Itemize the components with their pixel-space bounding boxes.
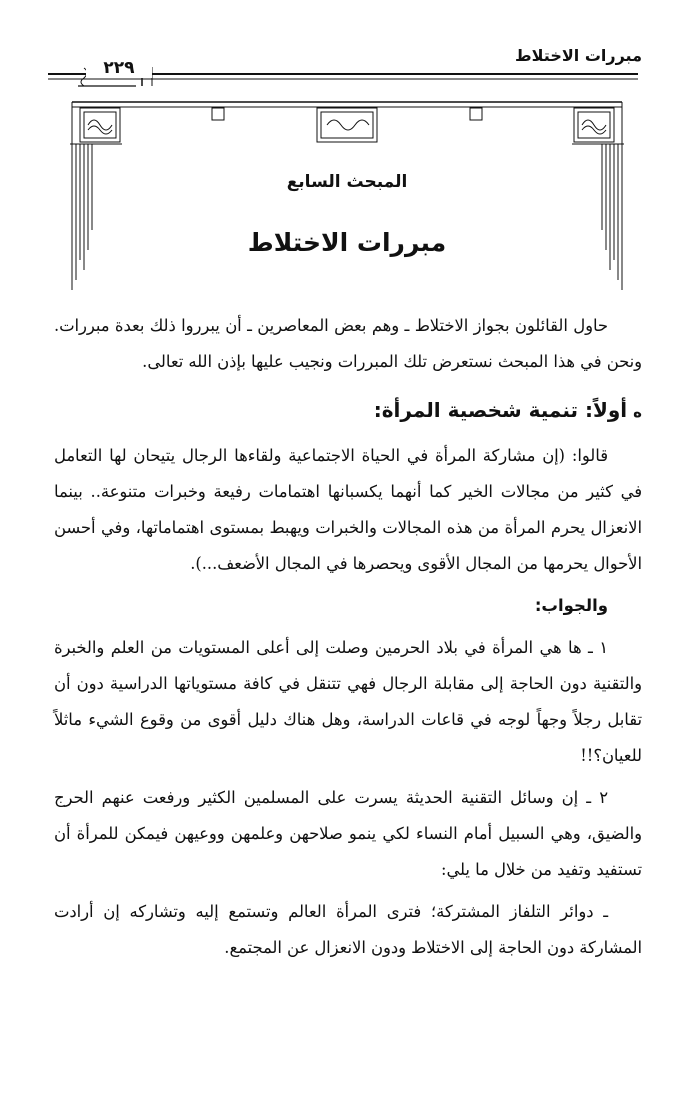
answer-heading: والجواب: — [534, 596, 608, 615]
chapter-ornament-frame — [62, 100, 632, 300]
answer-point-1: ١ ـ ها هي المرأة في بلاد الحرمين وصلت إلى أعلى المستويات من العلم والخبرة والتقنية دون الحاجة إلى مقابلة الرجال فهي تتنقل في كافة مستوياتها الدراسية دون أن تقابل رجلاً وجهاً لوجه في قاعات الدراسة، وهل هناك دليل أقوى من وقوع الشيء ماثلاً للعيان؟!! — [54, 638, 642, 765]
body-text — [54, 308, 642, 966]
running-header-title: مبررات الاختلاط — [515, 46, 642, 65]
claim-paragraph: قالوا: (إن مشاركة المرأة في الحياة الاجتماعية ولقاءها الرجال يتيحان لها التعامل في كثير من مجالات الخير كما أنهما يكسبانها اهتمامات رفيعة وخبرات متنوعة.. بينما الانعزال يحرم المرأة من هذه المجالات والخبرات ويهبط بمستوى اهتماماتها، وفي أحسن الأحوال يحرمها من المجال الأقوى ويحصرها في المجال الأضعف...). — [54, 446, 642, 573]
answer-point-2: ٢ ـ إن وسائل التقنية الحديثة يسرت على المسلمين الكثير ورفعت عنهم الحرج والضيق، وهي السبيل أمام النساء لكي ينمو صلاحهن وعلمهن ووعيهن فيمكن للمرأة أن تستفيد وتفيد من خلال ما يلي: — [54, 788, 642, 879]
page-number: ٢٢٩ — [86, 58, 152, 78]
chapter-number: المبحث السابع — [286, 172, 408, 192]
chapter-title: مبررات الاختلاط — [247, 228, 447, 257]
section-heading — [54, 390, 642, 432]
section-marker: ە — [633, 403, 642, 421]
intro-paragraph: حاول القائلون بجواز الاختلاط ـ وهم بعض المعاصرين ـ أن يبرروا ذلك بعدة مبررات. ونحن في هذا المبحث نستعرض تلك المبررات ونجيب عليها بإذن الله تعالى. — [54, 316, 642, 371]
answer-bullet-1: ـ دوائر التلفاز المشتركة؛ فترى المرأة العالم وتستمع إليه وتشاركه إن أرادت المشاركة دون الحاجة إلى الاختلاط ودون الانعزال عن المجتمع. — [54, 902, 642, 957]
section-heading-text: أولاً: تنمية شخصية المرأة: — [373, 398, 628, 422]
